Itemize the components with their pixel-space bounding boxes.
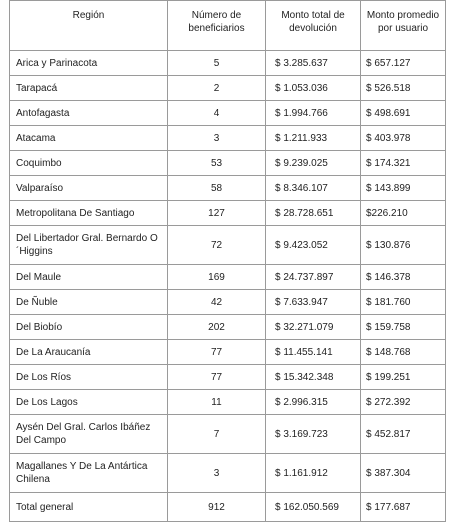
table-row [10, 151, 446, 176]
monto-total-cell: $ 1.161.912 [266, 454, 361, 493]
table-row [10, 201, 446, 226]
monto-promedio-cell: $ 174.321 [361, 151, 446, 176]
beneficiarios-cell: 7 [168, 415, 266, 454]
table-row [10, 51, 446, 76]
table-row [10, 340, 446, 365]
region-cell: De Los Lagos [10, 390, 168, 415]
beneficiarios-cell: 53 [168, 151, 266, 176]
region-cell: Arica y Parinacota [10, 51, 168, 76]
table-row [10, 390, 446, 415]
monto-promedio-cell: $ 452.817 [361, 415, 446, 454]
monto-promedio-cell: $ 498.691 [361, 101, 446, 126]
table-row [10, 126, 446, 151]
beneficiarios-cell: 3 [168, 126, 266, 151]
monto-total-cell: $ 11.455.141 [266, 340, 361, 365]
total-row [10, 493, 446, 522]
monto-promedio-cell: $ 181.760 [361, 290, 446, 315]
monto-total-cell: $ 2.996.315 [266, 390, 361, 415]
region-cell: De La Araucanía [10, 340, 168, 365]
monto-total-cell: $ 9.423.052 [266, 226, 361, 265]
monto-total-cell: $ 32.271.079 [266, 315, 361, 340]
monto-promedio-cell: $ 272.392 [361, 390, 446, 415]
beneficiarios-cell: 2 [168, 76, 266, 101]
monto-total-cell: $ 1.211.933 [266, 126, 361, 151]
table-row [10, 101, 446, 126]
monto-total-cell: $ 3.285.637 [266, 51, 361, 76]
monto-promedio-cell: $ 387.304 [361, 454, 446, 493]
region-cell: De Los Ríos [10, 365, 168, 390]
region-cell: Tarapacá [10, 76, 168, 101]
region-cell: Del Biobío [10, 315, 168, 340]
region-cell: De Ñuble [10, 290, 168, 315]
monto-promedio-cell: $ 177.687 [361, 493, 446, 522]
header-monto-total: Monto total de devolución [266, 1, 361, 51]
region-cell: Magallanes Y De La Antártica Chilena [10, 454, 168, 493]
header-monto-promedio: Monto promedio por usuario [361, 1, 446, 51]
monto-promedio-cell: $ 130.876 [361, 226, 446, 265]
beneficiarios-cell: 72 [168, 226, 266, 265]
monto-total-cell: $ 1.053.036 [266, 76, 361, 101]
table-row [10, 76, 446, 101]
table-row [10, 454, 446, 493]
monto-promedio-cell: $ 199.251 [361, 365, 446, 390]
beneficiarios-cell: 912 [168, 493, 266, 522]
table-row [10, 415, 446, 454]
monto-promedio-cell: $ 159.758 [361, 315, 446, 340]
region-cell: Coquimbo [10, 151, 168, 176]
header-region: Región [10, 1, 168, 51]
monto-promedio-cell: $ 143.899 [361, 176, 446, 201]
beneficiaries-table [9, 0, 446, 522]
monto-total-cell: $ 7.633.947 [266, 290, 361, 315]
region-cell: Metropolitana De Santiago [10, 201, 168, 226]
monto-total-cell: $ 3.169.723 [266, 415, 361, 454]
monto-total-cell: $ 8.346.107 [266, 176, 361, 201]
beneficiarios-cell: 127 [168, 201, 266, 226]
monto-total-cell: $ 1.994.766 [266, 101, 361, 126]
monto-total-cell: $ 28.728.651 [266, 201, 361, 226]
region-cell: Del Maule [10, 265, 168, 290]
table-row [10, 365, 446, 390]
monto-total-cell: $ 15.342.348 [266, 365, 361, 390]
table-row [10, 265, 446, 290]
region-cell: Antofagasta [10, 101, 168, 126]
beneficiarios-cell: 77 [168, 340, 266, 365]
monto-promedio-cell: $ 526.518 [361, 76, 446, 101]
region-cell: Del Libertador Gral. Bernardo O´Higgins [10, 226, 168, 265]
table-row [10, 226, 446, 265]
header-beneficiarios: Número de beneficiarios [168, 1, 266, 51]
region-cell: Atacama [10, 126, 168, 151]
region-cell: Total general [10, 493, 168, 522]
beneficiarios-cell: 3 [168, 454, 266, 493]
monto-promedio-cell: $ 657.127 [361, 51, 446, 76]
region-cell: Valparaíso [10, 176, 168, 201]
beneficiarios-cell: 58 [168, 176, 266, 201]
table-row [10, 315, 446, 340]
monto-promedio-cell: $ 148.768 [361, 340, 446, 365]
monto-promedio-cell: $226.210 [361, 201, 446, 226]
beneficiarios-cell: 42 [168, 290, 266, 315]
beneficiarios-cell: 202 [168, 315, 266, 340]
beneficiarios-cell: 77 [168, 365, 266, 390]
region-cell: Aysén Del Gral. Carlos Ibáñez Del Campo [10, 415, 168, 454]
monto-total-cell: $ 24.737.897 [266, 265, 361, 290]
beneficiarios-cell: 5 [168, 51, 266, 76]
table-row [10, 176, 446, 201]
table-row [10, 290, 446, 315]
monto-total-cell: $ 9.239.025 [266, 151, 361, 176]
beneficiarios-cell: 169 [168, 265, 266, 290]
beneficiarios-cell: 11 [168, 390, 266, 415]
monto-promedio-cell: $ 146.378 [361, 265, 446, 290]
header-row [10, 1, 446, 51]
monto-total-cell: $ 162.050.569 [266, 493, 361, 522]
monto-promedio-cell: $ 403.978 [361, 126, 446, 151]
beneficiarios-cell: 4 [168, 101, 266, 126]
